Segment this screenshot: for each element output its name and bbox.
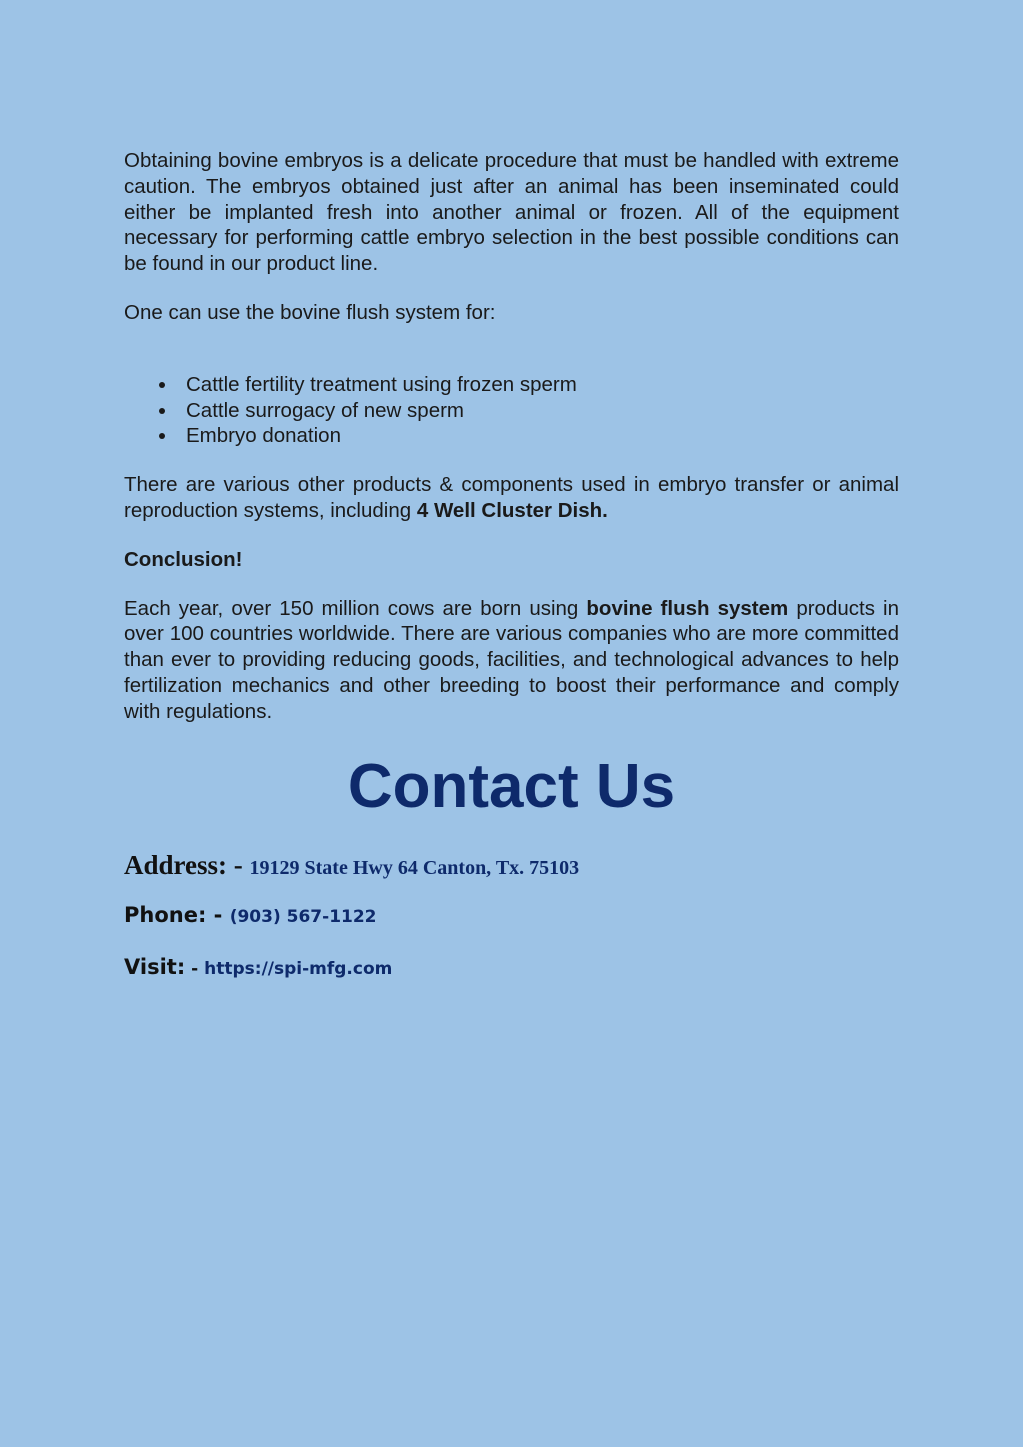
- uses-lead: One can use the bovine flush system for:: [124, 300, 496, 324]
- conclusion-heading: Conclusion!: [124, 547, 243, 571]
- intro-paragraph: Obtaining bovine embryos is a delicate procedure that must be handled with extreme caution. The embryos obtained just after an animal has been inseminated could either be implanted fresh into another animal or frozen. All of the equipment necessary for performing cattle embryo selection in the best possible conditions can be found in our product line.: [124, 149, 899, 276]
- visit-label: Visit:: [124, 955, 186, 980]
- conclusion-text-start: Each year, over 150 million cows are born using: [124, 596, 587, 620]
- uses-list: [124, 372, 899, 449]
- other-products-text: There are various other products & components used in embryo transfer or animal reproduction systems, including: [124, 473, 899, 522]
- website-link[interactable]: https://spi-mfg.com: [204, 959, 393, 980]
- address-row: [124, 849, 899, 882]
- conclusion-paragraph: [124, 596, 899, 725]
- cluster-dish-link: 4 Well Cluster Dish.: [416, 498, 608, 522]
- list-item: Cattle surrogacy of new sperm: [186, 398, 899, 424]
- bovine-flush-system-keyword: bovine flush system: [586, 596, 789, 620]
- phone-value: (903) 567-1122: [229, 907, 377, 928]
- contact-heading: Contact Us: [347, 751, 676, 821]
- list-item: Embryo donation: [186, 423, 899, 449]
- address-value: 19129 State Hwy 64 Canton, Tx. 75103: [249, 856, 580, 879]
- list-item: Cattle fertility treatment using frozen sperm: [186, 372, 899, 398]
- conclusion-text-end: products in over 100 countries worldwide. There are various companies who are more committed than ever to providing reducing goods, facilities, and technological advances to help fertilization mechanics and other breeding to boost their performance and comply with regulations.: [124, 596, 899, 723]
- phone-row: [124, 903, 899, 931]
- other-products-paragraph: [124, 472, 899, 524]
- visit-row: [124, 955, 899, 983]
- phone-label: Phone: -: [124, 903, 230, 928]
- address-label: Address: -: [124, 849, 250, 880]
- visit-separator: -: [185, 959, 205, 980]
- document-page: [124, 148, 899, 983]
